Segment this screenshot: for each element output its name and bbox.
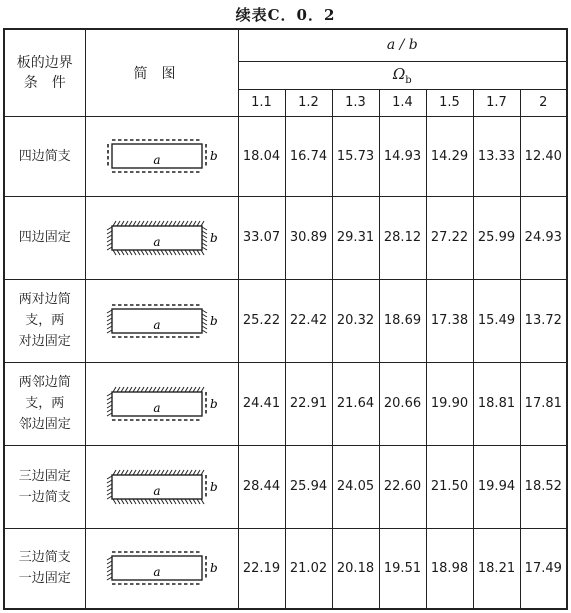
plate-diagram: [106, 218, 218, 258]
value-cell: 13.33: [473, 116, 520, 196]
value-cell: 14.93: [379, 116, 426, 196]
edge-left-fixed: [107, 310, 112, 333]
label-a: a: [152, 153, 161, 167]
table-row: [4, 279, 567, 362]
condition-line: 四边简支: [18, 148, 71, 164]
plate-diagram: [106, 384, 218, 424]
value-cell: 24.05: [332, 445, 379, 528]
value-cell: 27.22: [426, 196, 473, 279]
value-cell: 18.69: [379, 279, 426, 362]
column-header-2: 1.2: [285, 89, 332, 116]
value-cell: 15.73: [332, 116, 379, 196]
table-row: [4, 528, 567, 609]
condition-line: 三边固定: [18, 468, 71, 484]
value-cell: 18.21: [473, 528, 520, 609]
value-cell: 21.64: [332, 362, 379, 445]
label-b: b: [209, 561, 218, 576]
value-cell: 33.07: [238, 196, 285, 279]
value-cell: 21.02: [285, 528, 332, 609]
edge-right-fixed: [202, 310, 207, 333]
edge-bottom-fixed: [113, 250, 204, 255]
value-cell: 17.81: [520, 362, 567, 445]
condition-line: 支，两: [25, 313, 65, 328]
value-cell: 12.40: [520, 116, 567, 196]
column-header-4: 1.4: [379, 89, 426, 116]
figure-cell: [85, 445, 238, 528]
label-a: a: [152, 565, 161, 580]
boundary-condition-cell: [4, 445, 85, 528]
column-header-7: 2: [520, 89, 567, 116]
condition-line: 两对边简: [18, 292, 71, 307]
value-cell: 24.41: [238, 362, 285, 445]
label-a: a: [152, 483, 161, 498]
value-cell: 25.22: [238, 279, 285, 362]
value-cell: 21.50: [426, 445, 473, 528]
coefficient-table: [3, 28, 568, 610]
boundary-condition-cell: [4, 362, 85, 445]
value-cell: 16.74: [285, 116, 332, 196]
header-omega: [238, 61, 567, 89]
header-condition-line1: 板的边界: [16, 54, 73, 71]
value-cell: 30.89: [285, 196, 332, 279]
figure-cell: [85, 196, 238, 279]
value-cell: 19.51: [379, 528, 426, 609]
header-figure: 简图: [85, 29, 238, 116]
value-cell: 17.49: [520, 528, 567, 609]
boundary-condition-cell: [4, 116, 85, 196]
figure-cell: [85, 528, 238, 609]
edge-left-fixed: [107, 557, 112, 580]
boundary-condition-cell: [4, 528, 85, 609]
value-cell: 22.91: [285, 362, 332, 445]
label-b: b: [209, 396, 218, 411]
label-b: b: [209, 313, 218, 328]
value-cell: 20.32: [332, 279, 379, 362]
edge-top-fixed: [113, 470, 204, 475]
figure-cell: [85, 279, 238, 362]
omega-symbol: Ω: [392, 64, 406, 83]
boundary-condition-cell: [4, 279, 85, 362]
column-header-6: 1.7: [473, 89, 520, 116]
table-row: [4, 116, 567, 196]
column-header-3: 1.3: [332, 89, 379, 116]
plate-diagram: [106, 548, 218, 588]
value-cell: 22.42: [285, 279, 332, 362]
column-header-5: 1.5: [426, 89, 473, 116]
condition-line: 邻边固定: [18, 417, 71, 432]
table-row: [4, 362, 567, 445]
plate-diagram: [106, 301, 218, 341]
table-row: [4, 196, 567, 279]
value-cell: 13.72: [520, 279, 567, 362]
figure-cell: [85, 116, 238, 196]
condition-line: 两邻边简: [18, 375, 71, 390]
value-cell: 25.99: [473, 196, 520, 279]
value-cell: 20.18: [332, 528, 379, 609]
edge-left-fixed: [107, 227, 112, 250]
label-b: b: [209, 230, 218, 245]
column-header-1: 1.1: [238, 89, 285, 116]
label-a: a: [152, 234, 161, 249]
value-cell: 19.90: [426, 362, 473, 445]
value-cell: 20.66: [379, 362, 426, 445]
value-cell: 24.93: [520, 196, 567, 279]
edge-left-fixed: [107, 393, 112, 416]
header-condition-line2: 条 件: [23, 74, 66, 91]
omega-subscript: b: [405, 74, 412, 86]
value-cell: 18.04: [238, 116, 285, 196]
condition-line: 支，两: [25, 396, 65, 411]
value-cell: 22.19: [238, 528, 285, 609]
figure-cell: [85, 362, 238, 445]
plate-diagram: [106, 136, 218, 176]
value-cell: 19.94: [473, 445, 520, 528]
value-cell: 18.81: [473, 362, 520, 445]
header-ratio: a / b: [238, 29, 567, 61]
value-cell: 18.98: [426, 528, 473, 609]
edge-left-fixed: [107, 476, 112, 499]
label-b: b: [209, 479, 218, 494]
value-cell: 17.38: [426, 279, 473, 362]
condition-line: 对边固定: [18, 334, 71, 349]
boundary-condition-cell: [4, 196, 85, 279]
value-cell: 29.31: [332, 196, 379, 279]
edge-right-fixed: [202, 227, 207, 250]
table-row: [4, 445, 567, 528]
condition-line: 三边简支: [18, 550, 71, 566]
value-cell: 14.29: [426, 116, 473, 196]
value-cell: 15.49: [473, 279, 520, 362]
condition-line: 一边固定: [18, 571, 71, 587]
label-a: a: [152, 317, 161, 332]
table-title: 续表C．0．2: [235, 6, 336, 24]
label-b: b: [209, 149, 218, 163]
edge-top-fixed: [113, 387, 204, 392]
header-boundary-condition: [4, 29, 85, 116]
value-cell: 22.60: [379, 445, 426, 528]
label-a: a: [152, 400, 161, 415]
condition-line: 一边简支: [18, 489, 71, 505]
edge-top-fixed: [113, 221, 204, 226]
plate-diagram: [106, 467, 218, 507]
condition-line: 四边固定: [18, 230, 71, 245]
value-cell: 18.52: [520, 445, 567, 528]
edge-bottom-fixed: [113, 499, 204, 504]
value-cell: 28.12: [379, 196, 426, 279]
value-cell: 28.44: [238, 445, 285, 528]
value-cell: 25.94: [285, 445, 332, 528]
